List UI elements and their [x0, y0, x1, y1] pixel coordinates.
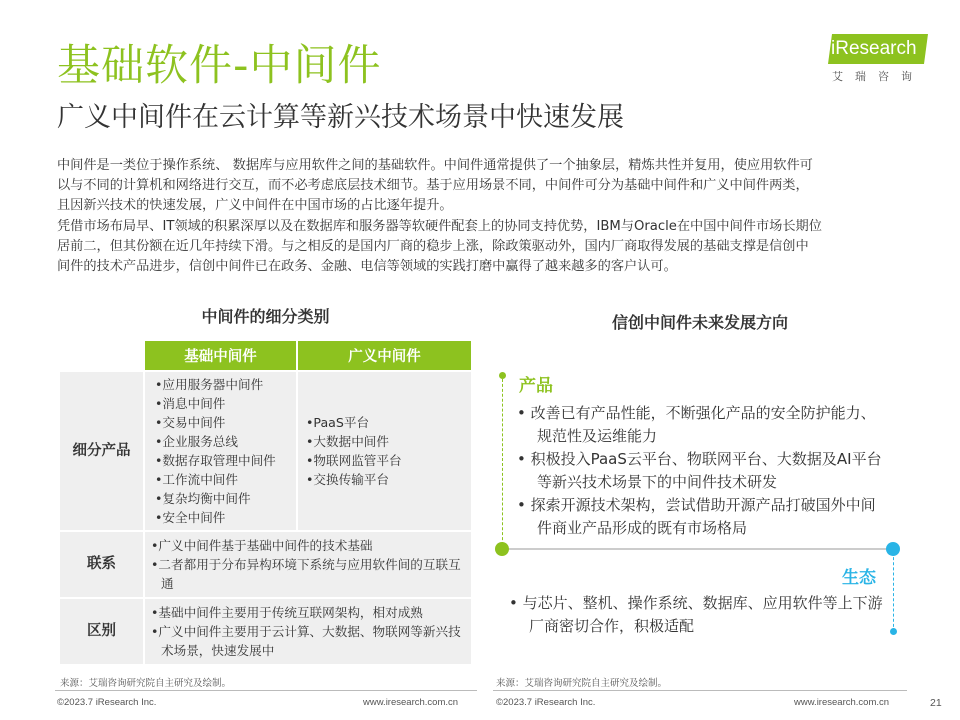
table-header-row — [60, 341, 471, 371]
row-header-relation: 联系 — [60, 531, 144, 598]
list-item: •企业服务总线 — [155, 434, 238, 449]
footer-copyright-left: ©2023.7 iResearch Inc. — [57, 697, 157, 708]
middleware-category-table — [60, 341, 471, 664]
blue-node-icon — [886, 542, 900, 556]
list-item: •复杂均衡中间件 — [155, 491, 251, 506]
page-title: 基础软件-中间件 — [57, 41, 382, 91]
difference-cell — [144, 598, 471, 664]
footer-line-left — [55, 690, 477, 691]
green-node-icon — [495, 542, 509, 556]
divider-line — [502, 548, 892, 550]
footer-url-left: www.iresearch.com.cn — [363, 697, 459, 708]
blue-dashed-line — [893, 552, 894, 632]
list-item: •广义中间件主要用于云计算、大数据、物联网等新兴技术场景，快速发展中 — [151, 624, 461, 658]
list-item: •数据存取管理中间件 — [155, 453, 276, 468]
table-row — [60, 598, 471, 664]
list-item: •二者都用于分布异构环境下系统与应用软件间的互联互通 — [151, 557, 461, 591]
ecosystem-item: • 与芯片、整机、操作系统、数据库、应用软件等上下游厂商密切合作，积极适配 — [509, 594, 883, 635]
relation-cell — [144, 531, 471, 598]
footer-copyright-right: ©2023.7 iResearch Inc. — [496, 697, 596, 708]
row-header-difference: 区别 — [60, 598, 144, 664]
basic-products-cell — [144, 371, 297, 531]
page-subtitle: 广义中间件在云计算等新兴技术场景中快速发展 — [57, 102, 624, 133]
future-direction-panel — [488, 362, 920, 642]
list-item: •交易中间件 — [155, 415, 226, 430]
intro-paragraph-1: 中间件是一类位于操作系统、 数据库与应用软件之间的基础软件。中间件通常提供了一个抽象层，精炼共性并复用，使应用软件可 以与不同的计算机和网络进行交互，而不必考虑底层技术细节。基于应用场景不同，中间件可分为基础中间件和广义中间件两类， 且因新兴技术的快速发展，广义中间件在中国市场的占比逐年提升。 — [57, 158, 813, 214]
logo-chinese: 艾瑞咨询 — [832, 70, 924, 83]
list-item: •交换传输平台 — [306, 472, 389, 487]
list-item: •安全中间件 — [155, 510, 226, 525]
generalized-products-cell — [297, 371, 471, 531]
intro-paragraph-2: 凭借市场布局早、IT领域的积累深厚以及在数据库和服务器等软硬件配套上的协同支持优势，IBM与Oracle在中国中间件市场长期位 居前二，但其份额在近几年持续下滑。与之相反的是国内厂商的稳步上涨，除政策驱动外，国内厂商取得发展的基础支撑是信创中 间件的技术产品进步，信创中间件已在政务、金融、电信等领域的实践打磨中赢得了越来越多的客户认可。 — [57, 218, 822, 275]
footer-url-right: www.iresearch.com.cn — [794, 697, 890, 708]
row-header-products: 细分产品 — [60, 371, 144, 531]
green-dot-icon — [499, 372, 506, 379]
table-corner-cell — [60, 341, 144, 371]
list-item: •PaaS平台 — [306, 415, 370, 430]
column-header-generalized: 广义中间件 — [297, 341, 471, 371]
list-item: •广义中间件基于基础中间件的技术基础 — [151, 538, 373, 553]
left-section-heading: 中间件的细分类别 — [201, 307, 330, 326]
list-item: • 积极投入PaaS云平台、物联网平台、大数据及AI平台等新兴技术场景下的中间件技术研发 — [517, 450, 882, 491]
logo-text: iResearch — [831, 38, 917, 59]
list-item: •工作流中间件 — [155, 472, 238, 487]
page-number: 21 — [930, 697, 942, 709]
green-dashed-line — [502, 374, 503, 550]
footer-line-right — [493, 690, 907, 691]
intro-text — [57, 156, 907, 277]
table-row — [60, 371, 471, 531]
list-item: • 改善已有产品性能，不断强化产品的安全防护能力、规范性及运维能力 — [517, 404, 876, 445]
product-label: 产品 — [519, 376, 553, 396]
ecosystem-label: 生态 — [842, 568, 876, 588]
list-item: •大数据中间件 — [306, 434, 389, 449]
list-item: •基础中间件主要用于传统互联网架构，相对成熟 — [151, 605, 423, 620]
product-list — [517, 402, 887, 540]
list-item: •物联网监管平台 — [306, 453, 402, 468]
list-item: •消息中间件 — [155, 396, 226, 411]
column-header-basic: 基础中间件 — [144, 341, 297, 371]
iresearch-logo — [818, 34, 928, 84]
right-section-heading: 信创中间件未来发展方向 — [611, 313, 788, 332]
table-row — [60, 531, 471, 598]
source-note-left: 来源：艾瑞咨询研究院自主研究及绘制。 — [60, 678, 232, 689]
list-item: •应用服务器中间件 — [155, 377, 264, 392]
blue-dot-icon — [890, 628, 897, 635]
source-note-right: 来源：艾瑞咨询研究院自主研究及绘制。 — [496, 678, 668, 689]
list-item: • 探索开源技术架构，尝试借助开源产品打破国外中间件商业产品形成的既有市场格局 — [517, 496, 876, 537]
